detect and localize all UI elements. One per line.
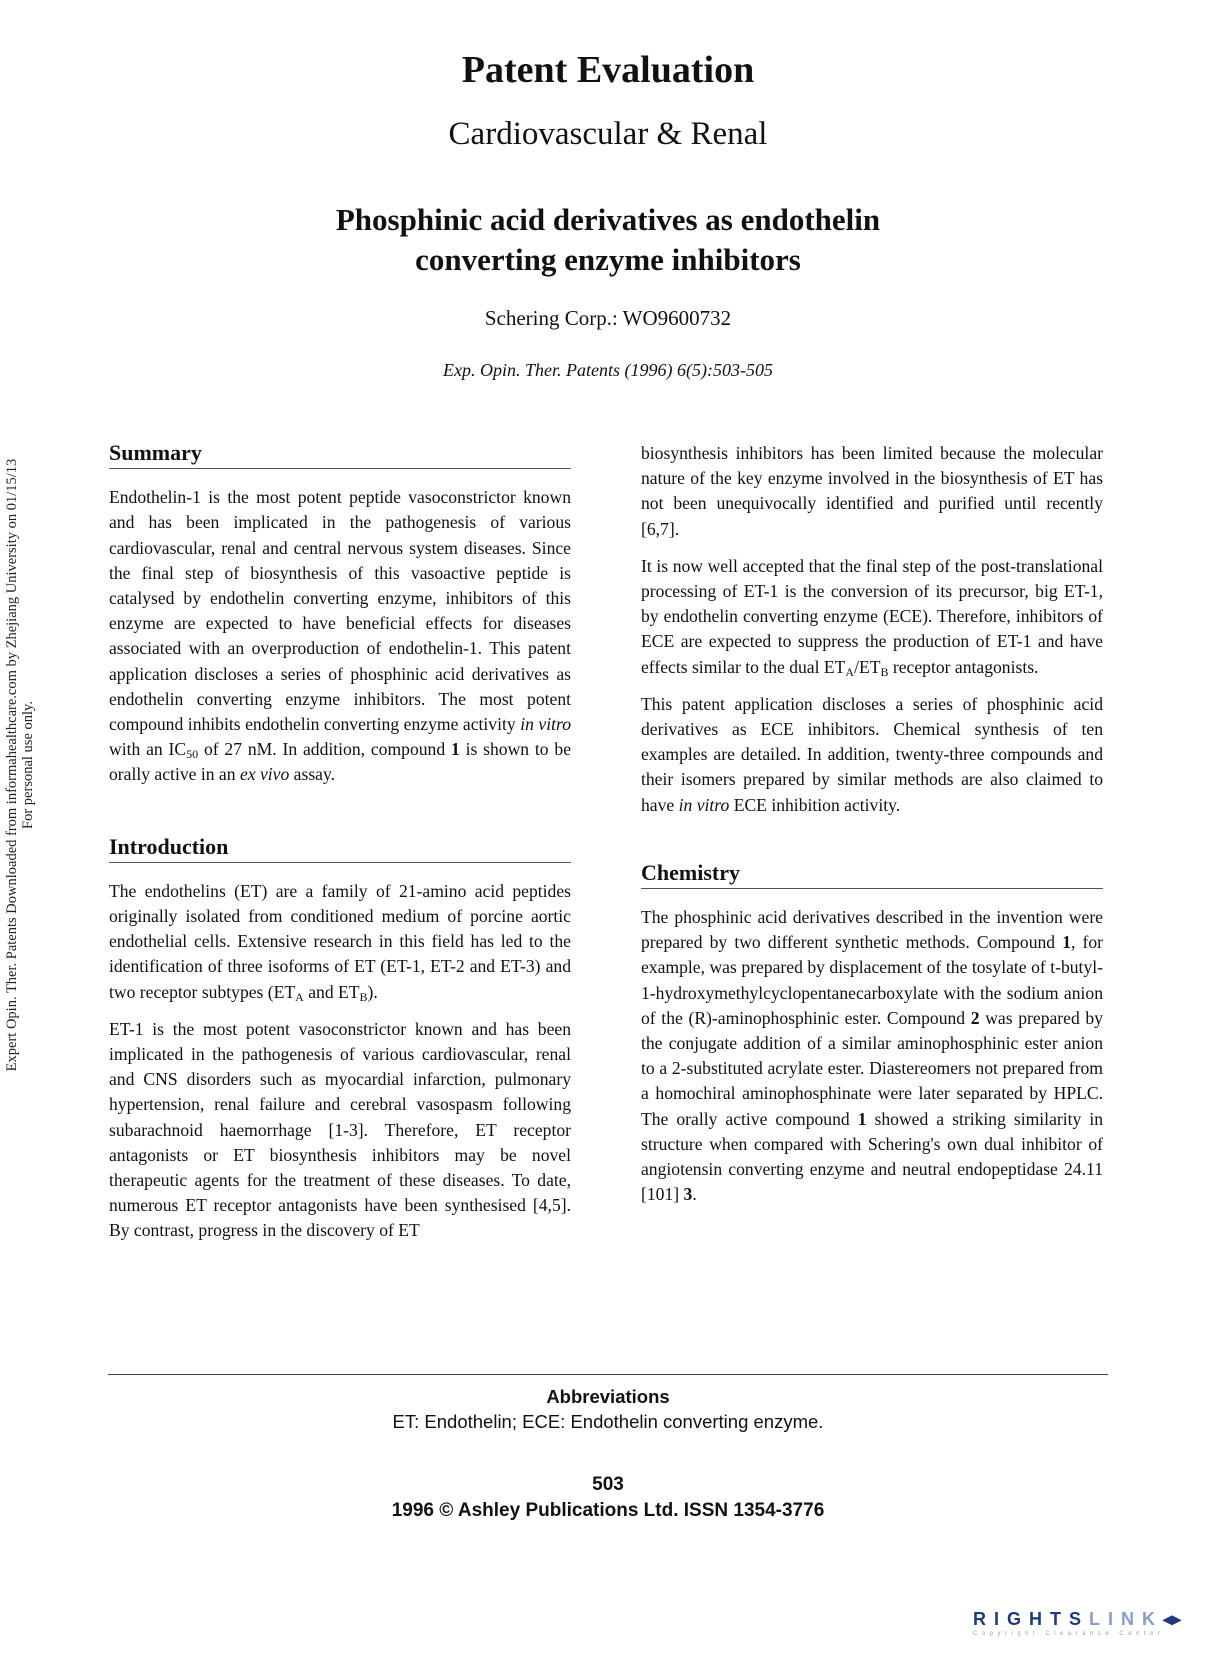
introduction-paragraph-3: biosynthesis inhibitors has been limited because the molecular nature of the key enzyme involved in the biosynthesis of ET has not been unequivocally identified and purified until recently [6,7].: [641, 443, 1103, 539]
chemistry-paragraph: The phosphinic acid derivatives described in the invention were prepared by two different synthetic methods. Compound 1, for example, was prepared by displacement of the tosylate of t-butyl-1-hydroxymethylcyclopentanecarboxylate with the sodium anion of the (R)-aminophosphinic ester. Compound 2 was prepared by the conjugate addition of a similar aminophosphinic ester anion to a 2-substituted acrylate ester. Diastereomers not prepared from a homochiral aminophosphinate were later separated by HPLC. The orally active compound 1 showed a striking similarity in structure when compared with Schering's own dual inhibitor of angiotensin converting enzyme and neutral endopeptidase 24.11 [101] 3.: [641, 907, 1104, 1205]
abbreviations-heading: Abbreviations: [546, 1386, 670, 1407]
chemistry-heading: Chemistry: [641, 860, 1103, 889]
rightslink-logo: [973, 1609, 1198, 1637]
journal-citation: Exp. Opin. Ther. Patents (1996) 6(5):503-505: [443, 360, 773, 380]
summary-paragraph: Endothelin-1 is the most potent peptide vasoconstrictor known and has been implicated in the pathogenesis of various cardiovascular, renal and central nervous system diseases. Since the final step of biosynthesis of this vasoactive peptide is catalysed by endothelin converting enzyme, inhibitors of this enzyme are expected to have beneficial effects for diseases associated with an overproduction of endothelin-1. This patent application discloses a series of phosphinic acid derivatives as endothelin converting enzyme inhibitors. The most potent compound inhibits endothelin converting enzyme activity in vitro with an $IC_{50}$ of 27 nM. In addition, compound 1 is shown to be orally active in an ex vivo assay.: [109, 487, 571, 785]
page-kicker: Patent Evaluation: [461, 49, 755, 91]
page-number: 503: [592, 1474, 624, 1495]
download-watermark: [4, 405, 36, 1125]
watermark-line-2: For personal use only.: [20, 701, 36, 829]
left-column: [109, 440, 571, 1256]
rightslink-chevron-icon: ◂▸: [1163, 1609, 1182, 1629]
footer-divider: [108, 1374, 1108, 1375]
introduction-heading: Introduction: [109, 834, 571, 863]
article-title-line-1: Phosphinic acid derivatives as endothelin: [335, 202, 881, 237]
copyright-line: 1996 © Ashley Publications Ltd. ISSN 1354-3776: [391, 1500, 825, 1521]
introduction-paragraph-1: The endothelins (ET) are a family of 21-amino acid peptides originally isolated from conditioned medium of porcine aortic endothelial cells. Extensive research in this field has led to the identification of three isoforms of ET (ET-1, ET-2 and ET-3) and two receptor subtypes ($ET_A$ and $ET_B$).: [109, 880, 571, 1004]
rightslink-wordmark: RIGHTSLINK◂▸: [973, 1609, 1182, 1629]
article-title-line-2: converting enzyme inhibitors: [415, 242, 801, 277]
introduction-paragraph-5: This patent application discloses a series of phosphinic acid derivatives as ECE inhibitors. Chemical synthesis of ten examples are detailed. In addition, twenty-three compounds and their isomers prepared by similar methods are also claimed to have in vitro ECE inhibition activity.: [641, 693, 1103, 815]
rightslink-tagline: Copyright Clearance Center: [973, 1631, 1165, 1637]
abbreviations-text: ET: Endothelin; ECE: Endothelin converting enzyme.: [392, 1411, 824, 1432]
introduction-paragraph-4: It is now well accepted that the final step of the post-translational processing of ET-1 is the conversion of its precursor, big ET-1, by endothelin converting enzyme (ECE). Therefore, inhibitors of ECE are expected to suppress the production of ET-1 and have effects similar to the dual $ET_A/ET_B$ receptor antagonists.: [641, 555, 1103, 679]
right-column: [641, 441, 1103, 1219]
section-title: Cardiovascular & Renal: [448, 116, 768, 152]
introduction-paragraph-2: ET-1 is the most potent vasoconstrictor known and has been implicated in the pathogenesis of various cardiovascular, renal and CNS disorders such as myocardial infarction, pulmonary hypertension, renal failure and cerebral vasospasm following subarachnoid haemorrhage [1-3]. Therefore, ET receptor antagonists or ET biosynthesis inhibitors may be novel therapeutic agents for the treatment of these diseases. To date, numerous ET receptor antagonists have been synthesised [4,5]. By contrast, progress in the discovery of ET: [109, 1018, 571, 1241]
watermark-line-1: Expert Opin. Ther. Patents Downloaded from informahealthcare.com by Zhejiang University on 01/15/13: [4, 458, 20, 1072]
summary-heading: Summary: [109, 440, 571, 469]
company-patent-number: Schering Corp.: WO9600732: [484, 306, 732, 330]
article-title: [0, 200, 1216, 280]
